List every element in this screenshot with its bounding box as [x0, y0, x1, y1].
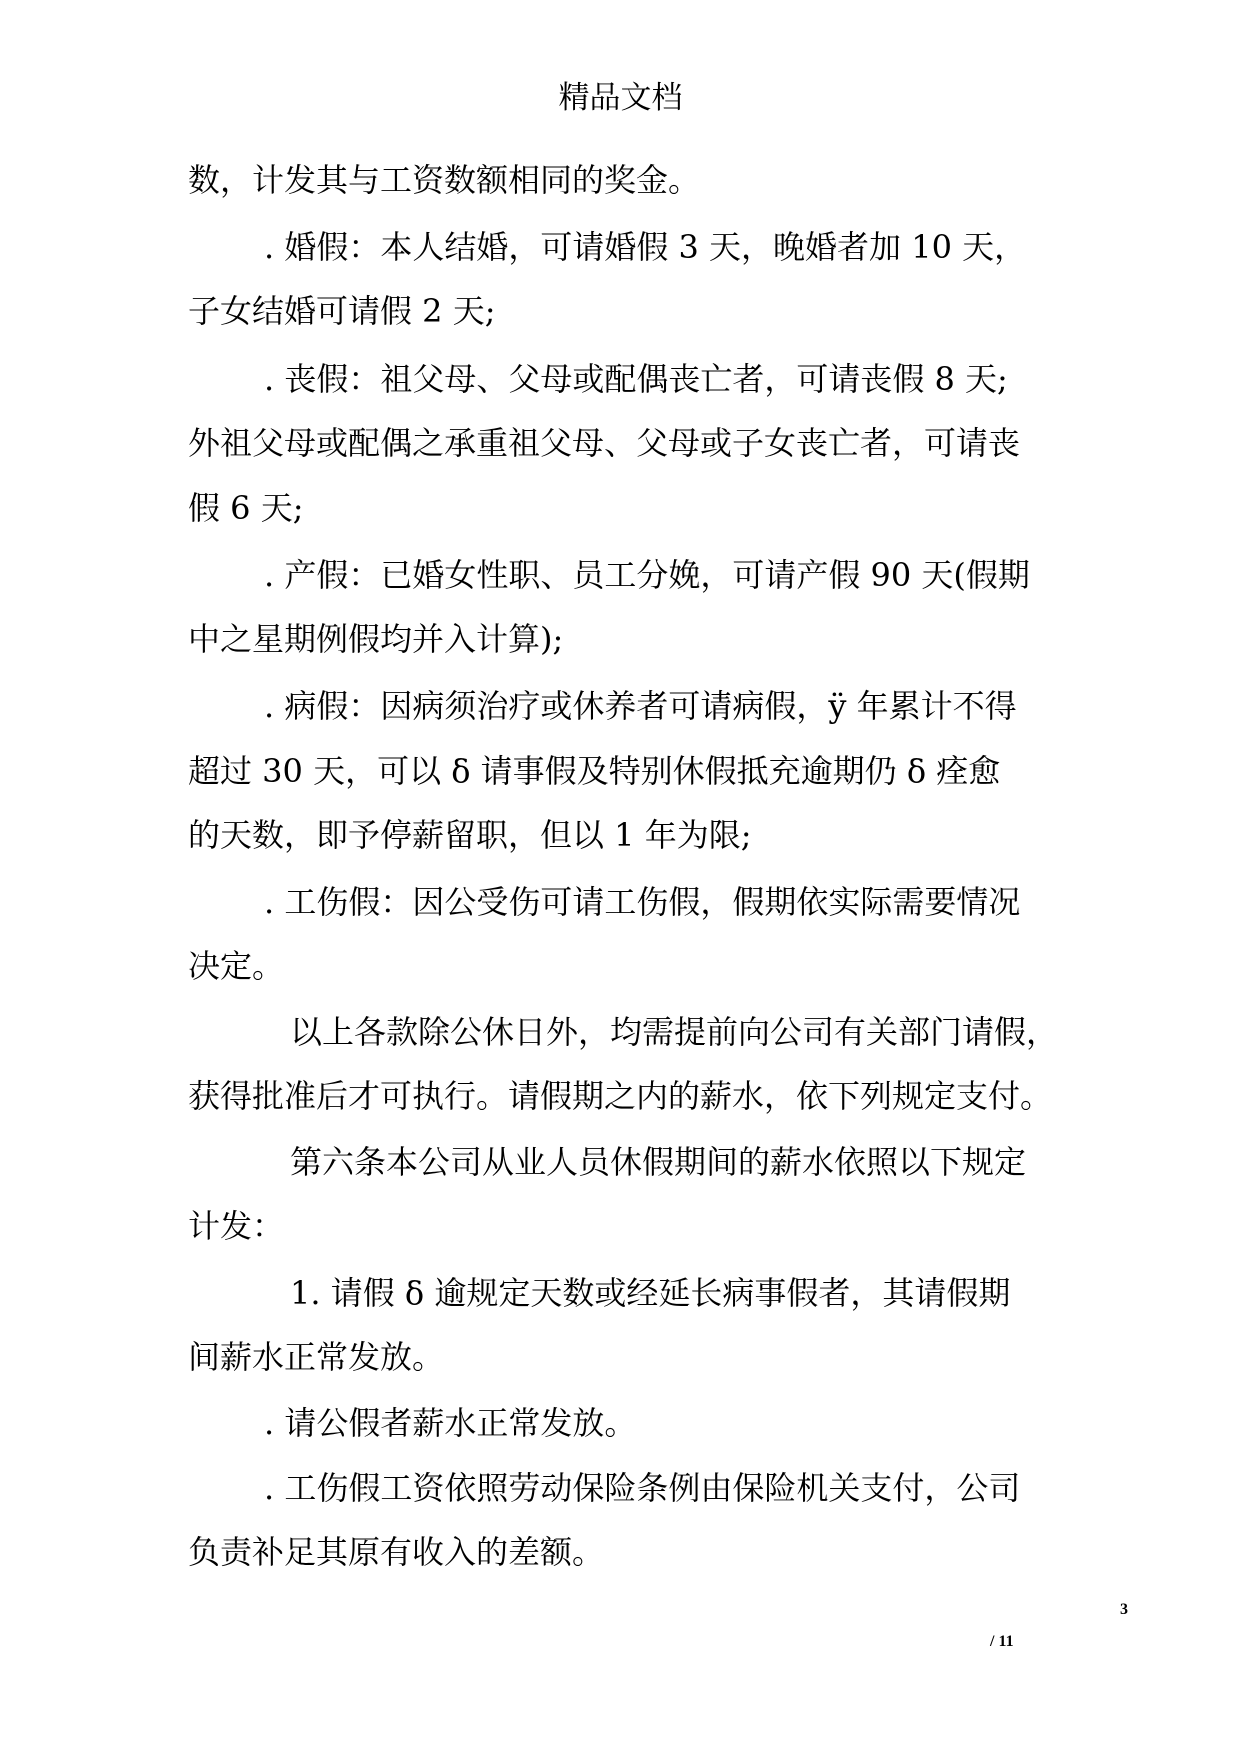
text-line-5: 外祖父母或配偶之承重祖父母、父母或子女丧亡者，可请丧 [188, 424, 1021, 462]
text-line-20: . 请公假者薪水正常发放。 [264, 1404, 637, 1442]
text-line-22: 负责补足其原有收入的差额。 [188, 1533, 605, 1571]
text-line-8: 中之星期例假均并入计算); [188, 620, 564, 658]
text-line-13: 决定。 [188, 947, 285, 985]
text-line-18: 1. 请假 δ 逾规定天数或经延长病事假者，其请假期 [290, 1274, 1011, 1312]
text-line-16: 第六条本公司从业人员休假期间的薪水依照以下规定 [290, 1143, 1027, 1181]
text-line-14: 以上各款除公休日外，均需提前向公司有关部门请假， [290, 1013, 1059, 1051]
text-line-2: . 婚假：本人结婚，可请婚假 3 天，晚婚者加 10 天， [264, 228, 1027, 266]
text-line-3: 子女结婚可请假 2 天; [188, 292, 496, 330]
text-line-11: 的天数，即予停薪留职，但以 1 年为限; [188, 816, 752, 854]
text-line-21: . 工伤假工资依照劳动保险条例由保险机关支付，公司 [264, 1469, 1021, 1507]
text-line-15: 获得批准后才可执行。请假期之内的薪水，依下列规定支付。 [188, 1077, 1053, 1115]
text-line-19: 间薪水正常发放。 [188, 1338, 445, 1376]
text-line-17: 计发： [188, 1207, 285, 1245]
page-total: / 11 [990, 1633, 1014, 1650]
page-number: 3 [1120, 1601, 1128, 1618]
text-line-7: . 产假：已婚女性职、员工分娩，可请产假 90 天(假期 [264, 556, 1030, 594]
text-line-6: 假 6 天; [188, 489, 304, 527]
text-line-1: 数，计发其与工资数额相同的奖金。 [188, 161, 701, 199]
text-line-9: . 病假：因病须治疗或休养者可请病假，ÿ 年累计不得 [264, 687, 1017, 725]
text-line-12: . 工伤假：因公受伤可请工伤假，假期依实际需要情况 [264, 883, 1021, 921]
text-line-10: 超过 30 天，可以 δ 请事假及特别休假抵充逾期仍 δ 痊愈 [188, 752, 1001, 790]
document-header: 精品文档 [558, 80, 683, 116]
text-line-4: . 丧假：祖父母、父母或配偶丧亡者，可请丧假 8 天; [264, 360, 1008, 398]
